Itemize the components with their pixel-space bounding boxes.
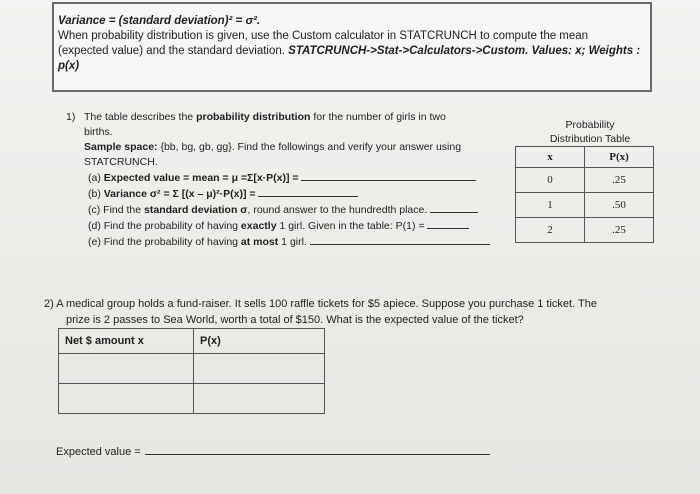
empty-cell[interactable]: [194, 384, 325, 414]
cell-px: .50: [585, 193, 654, 218]
empty-cell[interactable]: [59, 384, 194, 414]
variance-definition: Variance = (standard deviation)² = σ².: [58, 15, 261, 27]
empty-cell[interactable]: [59, 354, 194, 384]
column-header-px: P(x): [585, 147, 654, 168]
statcrunch-path: STATCRUNCH->Stat->Calculators->Custom. Values: x; Weights :: [288, 45, 641, 57]
table-header-row: [59, 329, 325, 354]
instructions-line: When probability distribution is given, use the Custom calculator in STATCRUNCH to compute the mean: [58, 30, 589, 42]
part-e: (e) Find the probability of having at most 1 girl.: [66, 234, 516, 250]
weights-label: p(x): [58, 60, 80, 72]
empty-cell[interactable]: [194, 354, 325, 384]
net-amount-table: [58, 328, 325, 414]
question-2: 2) A medical group holds a fund-raiser. It sells 100 raffle tickets for $5 apiece. Suppose you purchase 1 ticket. The prize is 2 passes to Sea World, worth a total of $150. What is the expected value of the ticket?: [44, 298, 597, 326]
cell-x: 0: [516, 168, 585, 193]
probability-table-title: Probability Distribution Table: [549, 119, 631, 145]
instructions-box: [52, 2, 652, 92]
instructions-line: (expected value) and the standard deviation. STATCRUNCH->Stat->Calculators->Custom. Values: x; Weights :: [58, 45, 641, 57]
question-1: 1) The table describes the probability distribution for the number of girls in two births. Sample space: {bb, bg, gb, gg}. Find the followings and verify your answer using STATCRUNCH. (a) Expected value = mean = μ =Σ[x·P(x)] = (b) Variance σ² = Σ [(x – μ)²·P(x)] = (c) Find the standard deviation σ, round answer to the hundredth place. (d) Find the probability of having exactly 1 girl. Given in the table: P(1) = (e) Find the probability of having at most 1 girl.: [66, 110, 516, 250]
cell-x: 2: [516, 218, 585, 243]
column-header-px: P(x): [194, 329, 325, 354]
table-row: [59, 384, 325, 414]
answer-blank-c[interactable]: [430, 202, 478, 213]
answer-blank-expected-value[interactable]: [145, 444, 490, 455]
column-header-x: x: [516, 147, 585, 168]
cell-px: .25: [585, 168, 654, 193]
probability-distribution-table: [515, 146, 654, 243]
table-row: [516, 193, 654, 218]
answer-blank-d[interactable]: [427, 218, 469, 229]
question-number: 1): [66, 111, 76, 123]
answer-blank-e[interactable]: [310, 234, 490, 245]
expected-value-line: Expected value =: [56, 444, 490, 458]
part-c: (c) Find the standard deviation σ, round answer to the hundredth place.: [66, 202, 516, 218]
part-d: (d) Find the probability of having exactly 1 girl. Given in the table: P(1) =: [66, 218, 516, 234]
column-header-net-amount: Net $ amount x: [59, 329, 194, 354]
table-row: [516, 168, 654, 193]
table-header-row: [516, 147, 654, 168]
part-b: (b) Variance σ² = Σ [(x – μ)²·P(x)] =: [66, 186, 516, 202]
table-row: [516, 218, 654, 243]
sample-space: Sample space: {bb, bg, gb, gg}. Find the followings and verify your answer using: [84, 141, 462, 153]
part-a: (a) Expected value = mean = μ =Σ[x·P(x)] =: [66, 170, 516, 186]
table-row: [59, 354, 325, 384]
answer-blank-b[interactable]: [258, 186, 358, 197]
answer-blank-a[interactable]: [301, 170, 476, 181]
cell-px: .25: [585, 218, 654, 243]
cell-x: 1: [516, 193, 585, 218]
